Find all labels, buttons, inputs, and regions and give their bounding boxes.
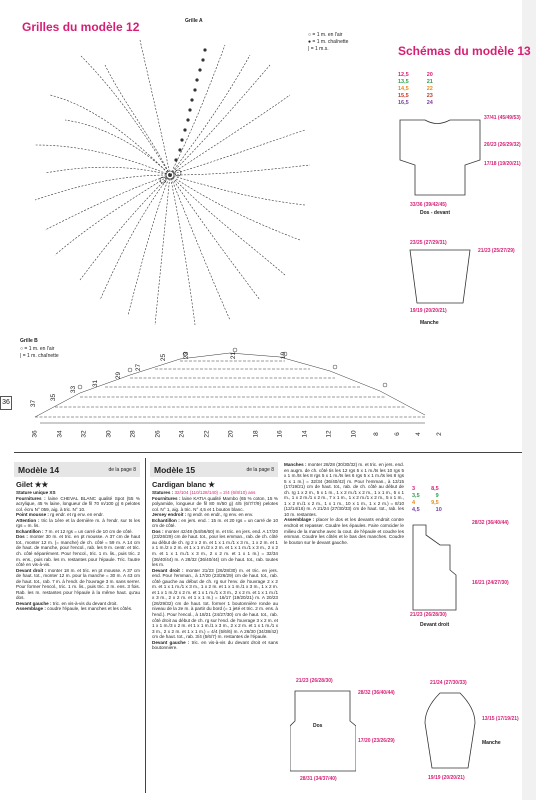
modele15-name: Cardigan blanc ★ [152, 480, 215, 489]
text-para: Fournitures : laine KATIA qualité Mambo (65 % coton, 15 % polyamide, longueur de fil 80 m/50 g) 4/5 (6/7/7/9) pelotes col. N° 1, aig. à tric. N° 4,5 et 1 bouton blanc. [152, 495, 278, 512]
row-number: 37 [30, 399, 38, 408]
schema15-manche [420, 688, 480, 773]
schema15-dos [290, 686, 356, 776]
row-number: 26 [154, 430, 162, 438]
schema13-sleeve-bottom: 19/19 (20/20/21) [410, 308, 447, 314]
schema15-devant-bottom: 21/23 (26/28/30) [410, 612, 447, 618]
row-number: 4 [415, 432, 423, 436]
text-para: Echantillon : en jers. end. : 15 m. et 20 rgs = un carré de 10 cm de côté. [152, 517, 278, 529]
separator [14, 452, 522, 453]
row-number: 10 [350, 430, 358, 438]
text-para: Devant droit : monter 21/23 (26/28/30) m. et tric. en jers. end. Pour l'emman., à 17/20 (23/26/29) cm de haut. tot., rab. côté gauche au début de ch. rg sur l'env. de l'ouvrage 2 x 2 m. et 1 x 1 m./1 x 3 m., 1 x 2 m. et 1 x 1 m./1 x 3 m., 1 x 2 m. et 1 x 1 m./2 x 2 m. et 1 x 1 m./1 x 3 m., 2 x 2 m. et 1 x 1 m./1 x 3 m., 2 x 2 m. et 1 x 1 m.) = 16/17 (19/20/21) m. A 20/23 (26/29/32) cm de haut. tot. former 1 boutonnière ronde au niveau de la 2e m. à partir du bord (= 1 jeté et tric. 2 m. ens. à l'end.). Pour l'encol., à 18/21 (24/27/30) cm de haut. tot., rab. côté droit au début de ch. rg sur l'end. de l'ouvrage 3 x 2 m. et 1 x 1 m./3 x 2 m. et 1 x 1 m./1 x 3 m., 2 x 2 m. et 1 x 1 m./1 x 3 m., 2 x 2 m. et 1 x 1 m.) = 4/4 (5/6/6) m. A 26/30 (34/38/42) cm de haut. tot., rab. 3/4 (5/6/7) m. restantes de l'épaule. [152, 567, 278, 640]
row-number: 22 [203, 430, 211, 438]
row-number: 21 [230, 351, 238, 360]
row-number: 14 [301, 430, 309, 438]
grille-b-bottom-numbers [31, 428, 444, 440]
legend-b-item: ○ = 1 m. en l'air [20, 346, 55, 352]
row-number: 31 [92, 379, 100, 388]
grille-b-label: Grille B [20, 338, 38, 344]
text-para: Stature unique XS [16, 490, 56, 495]
schema15-dos-side2: 17/20 (23/26/29) [358, 738, 395, 744]
page-edge-strip [522, 0, 536, 800]
row-number: 12 [325, 430, 333, 438]
schema15-manche-label: Manche [482, 740, 501, 746]
modele14-page-ref: de la page 8 [108, 466, 136, 473]
row-number: 20 [227, 430, 235, 438]
page-number: 36 [0, 396, 12, 410]
modele15-continued [284, 462, 404, 607]
schemas-title: Schémas du modèle 13 [398, 44, 531, 58]
text-para: Devant gauche : tric. en vis-à-vis du devant droit et sans boutonnière. [152, 639, 278, 651]
row-number: 2 [436, 432, 444, 436]
text-para: Attention : tric la 1ère et la dernière m. à l'endr. sur ts les rgs = m. lis. [16, 517, 140, 529]
row-number: 33 [70, 385, 78, 394]
grilles-title: Grilles du modèle 12 [22, 20, 140, 34]
text-para: Devant gauche : tric. en vis-à-vis du devant droit. [16, 600, 118, 606]
row-number: 16 [276, 430, 284, 438]
schema13-bottom-dim: 33/36 (39/42/45) [410, 202, 447, 208]
row-number: 23 [183, 351, 191, 360]
text-para: Assemblage : coudre l'épaule, les manches et les côtés. [16, 606, 133, 612]
row-number: 34 [56, 430, 64, 438]
schema15-sizes: 3 8,5 3,5 9 4 9,5 4,5 10 [412, 486, 442, 513]
schema13-sleeve-top: 23/25 (27/29/31) [410, 240, 447, 246]
grille-a-label: Grille A [185, 18, 203, 24]
text-para: Devant droit : monter 18 m. et tric. en pt mousse. A 37 cm de haut. tot., monter 12 m. pour la manche = 30 m. A 43 cm de haut. tot., rab. 7 m. à l'endr. de l'ouvrage 3 m. sans serrer. Pour former l'encol., tric. 1 m. lis., puis tric. 2 m. ens. 3 fois. Rab. les m. restantes pour l'épaule à la même haut. qu'au dos. [16, 567, 140, 601]
text-para: Assemblage : placer le dos et les devants endroit contre endroit et repasser. Coudre les épaules. Faire coïncider le milieu de la manche avec la cout. de l'épaule et coudre les emman. Coudre les côtés et le bas des manches. Coudre le bouton sur le devant gauche. [284, 517, 404, 545]
schema13-manche-label: Manche [420, 320, 439, 326]
row-number: 29 [115, 371, 123, 380]
schema13-sleeve-side: 21/23 (25/27/29) [478, 248, 515, 254]
schema15-dos-label: Dos [313, 723, 323, 729]
schema13-dos-label: Dos - devant [420, 210, 451, 216]
text-para: Echantillon : 7 m. et 12 rgs = un carré de 10 cm de côté. [16, 528, 133, 534]
schema15-devant-label: Devant droit [420, 622, 450, 628]
text-para: Dos : monter 30 m. et tric. en pt mousse. A 37 cm de haut tot., monter 12 m. (= manche) de ch. côté = 59 m. A 14 cm de haut. de manche, pour l'encol., rab. les 9 m. centr. et tric. ch. côté séparément. Pour l'encol., tric. 1 m. lis., puis tric. 2 m. ens., puis rab. les m. restantes pour l'épaule. Tric. l'autre côté en vis-à-vis. [16, 534, 140, 568]
legend-a-item: ○ = 1 m. en l'air [308, 32, 343, 38]
text-para: Point mousse : rg endr. et rg env. en endr. [16, 512, 104, 518]
row-number: 25 [160, 353, 168, 362]
schema13-manche [405, 248, 475, 308]
modele15-body [152, 490, 278, 795]
legend-b-item: | = 1 m. chaînette [20, 353, 59, 359]
row-number: 32 [80, 430, 88, 438]
row-number: 19 [280, 351, 288, 360]
schema13-right-dims: 37/41 (45/49/53) 20/23 (26/29/32) 17/18 (19/20/21) [484, 115, 521, 167]
schema13-dos-devant [395, 115, 490, 205]
schema15-manche-side: 13/15 (17/19/21) [482, 716, 519, 722]
grille-a-diagram [20, 25, 320, 345]
schema15-dos-bottom: 28/31 (34/37/40) [300, 776, 337, 782]
text-para: Dos : monter 42/48 (54/56/60) m. et tric. en jers. end. A 17/20 (23/26/29) cm de haut. tot., pour les emman., rab. de ch. côté au début de ch. rg 2 x 2 m. et 1 x 1 m./1 x 3 m., 1 x 2 m. et 1 x 1 m./2 x 2 m. et 1 x 1 m./2 x 2 m. et 1 x 1 m./1 x 3 m., 2 x 2 m. et 1 x 1 m./1 x 3 m., 2 x 2 m. et 1 x 1 m.) = 32/34 (36/40/44) m. A 28/32 (36/40/44) cm de haut. tot., rab. toutes les m. [152, 528, 278, 568]
schema15-dos-top: 21/23 (26/28/30) [296, 678, 333, 684]
row-number: 8 [373, 432, 381, 436]
row-number: 18 [252, 430, 260, 438]
row-number: 35 [50, 393, 58, 402]
row-number: 36 [31, 430, 39, 438]
modele15-page-ref: de la page 8 [246, 466, 274, 473]
modele15-title: Modèle 15 [154, 464, 196, 475]
schema15-manche-bottom: 19/19 (20/20/21) [428, 775, 465, 781]
schema15-manche-top: 21/24 (27/30/33) [430, 680, 467, 686]
modele14-name: Gilet ★★ [16, 480, 49, 489]
text-para: Jersey endroit : rg endr. en endr., rg env. en env. [152, 512, 254, 518]
schema15-dos-side1: 28/32 (36/40/44) [358, 690, 395, 696]
row-number: 30 [105, 430, 113, 438]
column-divider [145, 458, 146, 793]
row-number: 27 [135, 363, 143, 372]
modele15-header [150, 462, 278, 477]
schema15-devant-side: 16/21 (24/27/30) [472, 580, 509, 586]
row-number: 6 [394, 432, 402, 436]
modele14-title: Modèle 14 [18, 464, 60, 475]
schema13-sizes: 12,5 20 13,5 21 14,5 22 15,5 23 16,5 24 [398, 72, 433, 106]
text-para: Fournitures : laine CHEVAL BLANC qualité Spot (55 % acrylique, 45 % laine, longueur de fil 70 m/100 g) 6 pelotes col. écru N° 059, aig. à tric. N° 10. [16, 495, 140, 512]
schema15-devant-top: 28/32 (36/40/44) [472, 520, 509, 526]
legend-a-item: ● = 1 m. chaînette [308, 39, 349, 45]
row-number: 28 [129, 430, 137, 438]
modele14-header [14, 462, 140, 477]
legend-a-item: | = 1 m.s. [308, 46, 329, 52]
grille-b-top-numbers [30, 352, 440, 412]
row-number: 24 [178, 430, 186, 438]
text-para: Statures : 32/104 (110/128/140) = 2/4 (6/8/10) ans [152, 490, 256, 495]
schema15-devant-droit [408, 520, 468, 615]
modele14-body [16, 490, 140, 790]
text-para: Manches : monter 28/28 (30/30/32) m. et tric. en jers. end. en augm. de ch. côté tis les 12 rgs 5 x 1 m./ts les 10 rgs 5 x 1 m./ts les 8 rgs 5 x 1 m./ts les 6 rgs 5 x 1 m./ts les 8 rgs 5 x 1 m.) = 32/34 (36/40/42) m. Pour l'emman., à 13/15 (17/19/21) cm de haut. tot., rab. de ch. côté au début de ch. rg 1 x 2 m., 5 x 1 m., 1 x 2 m./1 x 2 m., 1 x 1 m., 5 x 1 m., 1 x 2 m./1 x 2 m., 7 x 1 m., 1 x 2 m./1 x 2 m., 5 x 1 m., 1 x 2 m./1 x 2 m., 1 x 1 m., 10 x 1 m., 1 x 2 m.) = 8/10 (12/14/16) m. A 21/24 (27/30/33) cm de haut. tot., rab. les 10 m. restantes. [284, 462, 404, 517]
